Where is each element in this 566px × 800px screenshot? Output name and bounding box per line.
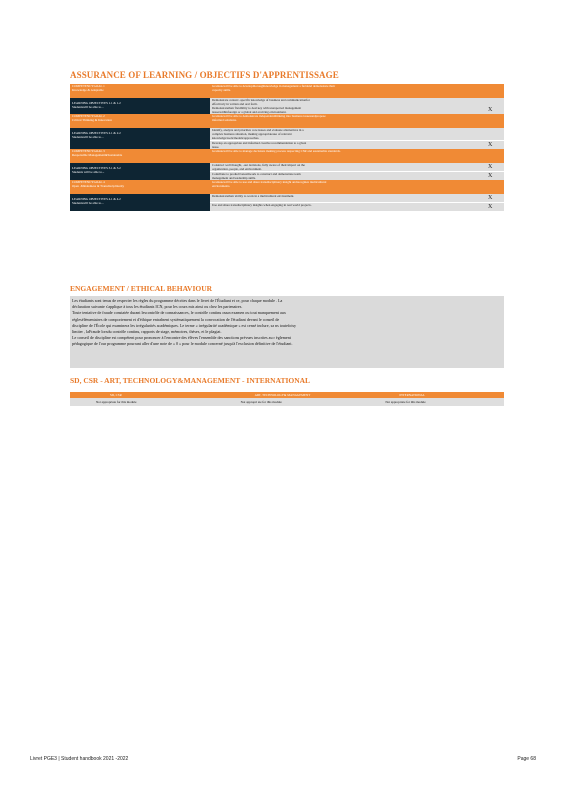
ethics-statement-box [70, 296, 504, 368]
description-line: informed solutions. [212, 118, 237, 122]
description-line: Graduatewill be able to use and share transdisciplinary insight andrecognize multicultural [212, 180, 327, 184]
learning-objective-description [210, 128, 464, 141]
learning-objective-row [70, 163, 504, 172]
description-line: knowledge/tools/models/approaches. [212, 136, 260, 140]
competency-goal-label [70, 84, 210, 98]
ethics-text-line: Le conseil de discipline est compétent pour prononcer à l'encontre des élèves l'ensemble des sanctions prévues inscrites au r èglement [72, 335, 291, 341]
applicability-mark [464, 128, 504, 141]
competency-goal-row [70, 114, 504, 128]
description-line: issueswithinforeign or a global and evolving environment. [212, 110, 287, 114]
ethics-text-line: règlesélémentaires de comportement et d'éthique entraînent systématiquement la convocation de l'étudiant devant le conseil de [72, 316, 280, 322]
ethics-text-line: Les étudiants sont tenus de respecter les règles du programme décrites dans le livret de l'Étudiant et ce, pour chaque module . La [72, 298, 283, 303]
learning-objective-label [70, 163, 210, 180]
applicability-mark: X [464, 141, 504, 150]
description-line: Graduatewill be able to developthoroughknowledge in management a fieldand demonstrate their [212, 84, 336, 88]
learning-objective-label [70, 98, 210, 114]
label-line: Critical Thinking & Innovation [72, 118, 112, 122]
competency-goal-description [210, 180, 504, 194]
description-line: effectively in written and oral form. [212, 102, 258, 106]
applicability-mark: X [464, 163, 504, 172]
section-title-engagement: ENGAGEMENT / ETHICAL BEHAVIOUR [70, 284, 213, 293]
cell-art-technology-management: Not appropri ate for this module [215, 398, 360, 406]
description-line: capacity skills. [212, 88, 231, 92]
learning-objective-description [210, 194, 464, 203]
header-international: INTERNATIONAL [359, 392, 504, 398]
learning-objective-description [210, 203, 464, 212]
learning-objective-row [70, 128, 504, 141]
competency-goal-row [70, 149, 504, 163]
learning-objective-label [70, 194, 210, 211]
learning-objective-description [210, 141, 464, 150]
ethics-text-line: discipline de l'École qui examinera les irrégularités académiques. Le terme « irrégularité académique » est censé inclure, sa ns toutefoisy [72, 322, 297, 328]
cell-international: Not appropriate for this module [359, 398, 504, 406]
label-line: COMPETENCYGOAL 1 [72, 84, 105, 88]
label-line: Knowledge & Adaptable [72, 88, 104, 92]
description-line: Graduatewill be able to demonstrate independentthinking into business issuesandpropose [212, 114, 326, 118]
section-title-sd-csr-international: SD, CSR - ART, TECHNOLOGY&MANAGEMENT - INTERNATIONAL [70, 376, 311, 385]
competency-goal-label [70, 180, 210, 194]
label-line: LEARNING OBJECTIVES 2.1 & 2.2 [72, 131, 121, 135]
learning-objective-label [70, 128, 210, 149]
applicability-mark: X [464, 98, 504, 114]
description-line: Construct well thought, -out decisions, fully aware of their impact on the [212, 163, 305, 167]
label-line: COMPETENCYGOAL 4 [72, 180, 105, 184]
competency-goal-description [210, 149, 504, 163]
header-art-technology-management: ART, TECHNOLOGY& MANAGEMENT [215, 392, 360, 398]
label-line: Studentswill be able to... [72, 105, 104, 109]
competency-goal-row [70, 84, 504, 98]
label-line: LEARNING OBJECTIVES 3.1 & 3.2 [72, 166, 121, 170]
description-line: Develop an appropriate and informed creative recommendation to a given [212, 141, 307, 145]
label-line: COMPETENCYGOAL 2 [72, 114, 105, 118]
footer-handbook-title: Livret PGE3 | Student handbook 2021 -2022 [30, 756, 129, 762]
label-line: LEARNING OBJECTIVES 4.1 & 4.2 [72, 197, 121, 201]
competency-goal-description [210, 84, 504, 98]
label-line: Open -Mindedness & Transdisciplinarity [72, 184, 125, 188]
description-line: organization, people, and environment. [212, 167, 262, 171]
ethics-text-line: Toute tentative de fraude constatée durant lescontrôle de connaissances, le contrôle continu ouun examen ou tout manquement aux [72, 310, 286, 316]
label-line: Studentswill be able to... [72, 135, 104, 139]
applicability-mark: X [464, 203, 504, 212]
description-line: Demonstratetheir flexibility to deal key with unexpected management [212, 106, 302, 110]
description-line: Identify, analyze and prioritize core issues and evaluate alternatives in a [212, 128, 304, 132]
ethics-text-line: déclaration suivante s'applique à tous les étudiants ICN, pour les cours mis ainsi ou chez les partenaires. [72, 304, 243, 310]
label-line: Studentswill be able to... [72, 201, 104, 205]
footer-page-number: Page 68 [517, 756, 536, 762]
sd-csr-international-table [70, 392, 504, 406]
header-sd-csr: SD, CSR [70, 392, 215, 398]
section-title-assurance-of-learning: ASSURANCE OF LEARNING / OBJECTIFS D'APPRENTISSAGE [70, 70, 339, 80]
learning-objective-description [210, 172, 464, 181]
description-line: Demonstrate context -specific knowledge of business and communicationfor [212, 98, 310, 102]
learning-objective-description [210, 163, 464, 172]
competency-goal-row [70, 180, 504, 194]
label-line: COMPETENCYGOAL 3 [72, 149, 105, 153]
competency-goal-label [70, 149, 210, 163]
description-line: Contribute to productiveteamwork to construct and demonstrate team [212, 172, 301, 176]
applicability-mark: X [464, 194, 504, 203]
description-line: complex business situation, making appropriateuse of relevant [212, 132, 292, 136]
description-line: environments. [212, 184, 231, 188]
description-line: Use and share transdisciplinary insights when engaging in real world projects. [212, 203, 312, 207]
competency-goal-label [70, 114, 210, 128]
competency-goal-description [210, 114, 504, 128]
learning-objective-row [70, 98, 504, 114]
label-line: Responsible Management&Sustainable [72, 153, 123, 157]
label-line: LEARNING OBJECTIVES 1.1 & 1.2 [72, 101, 121, 105]
description-line: Graduatewill be able to manage decisions making process respecting CSR and sustainable standards. [212, 149, 341, 153]
learning-objective-row [70, 194, 504, 203]
ethics-text-line: pédagogique de l'our programme pourrant aller d'une note de « 0 » pour le module concerné jusqu'à l'exclusion définitive de l'étudiant. [72, 341, 293, 347]
description-line: Demonstratetheir ability to work in a multicultural environment. [212, 194, 295, 198]
applicability-mark: X [464, 172, 504, 181]
label-line: Students will be able to... [72, 170, 105, 174]
description-line: management and leadership skills. [212, 176, 256, 180]
description-line: issue. [212, 145, 220, 149]
cell-sd-csr: Not appropriate for this module [70, 398, 215, 406]
competency-goals-table [70, 84, 504, 211]
table-row [70, 398, 504, 406]
ethics-text-line: limiter , laFraude lorsdu contrôle continu, rapports de stage, mémoires, thèses, et le plagiat. [72, 329, 222, 335]
learning-objective-description [210, 98, 464, 114]
